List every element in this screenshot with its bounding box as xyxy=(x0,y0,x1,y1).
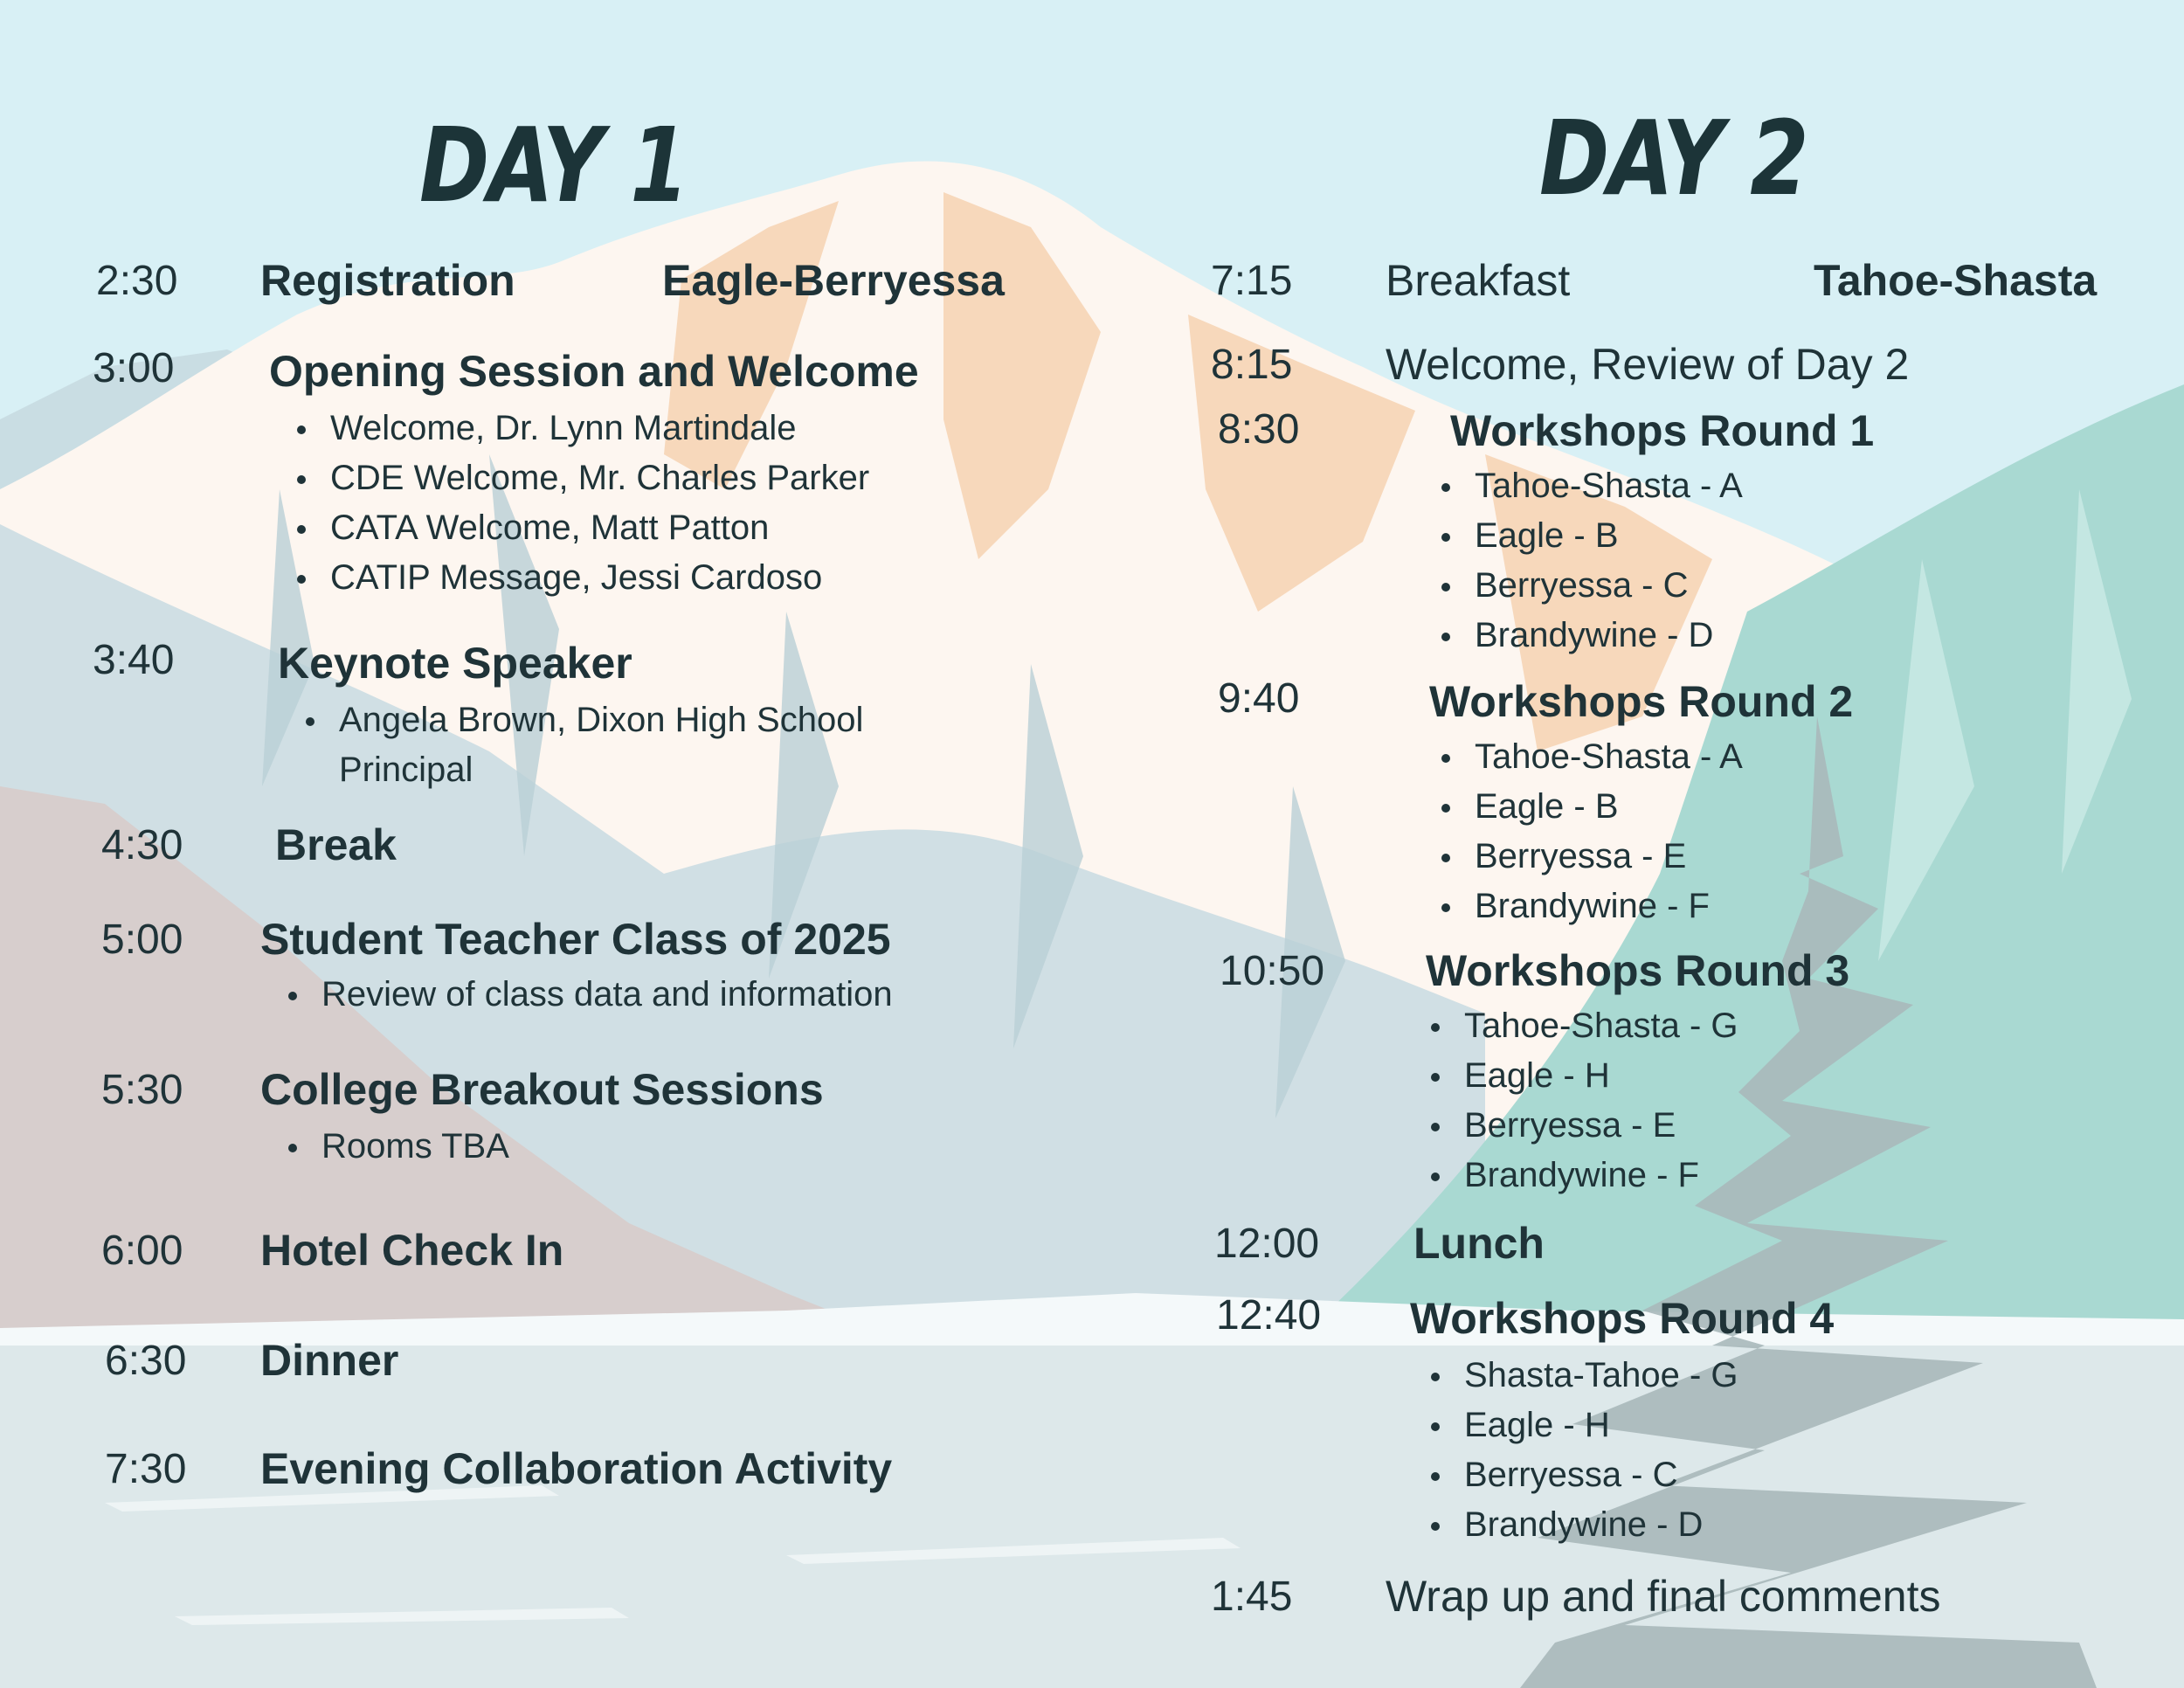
round1-list xyxy=(1434,461,1743,661)
lunch-time: 12:00 xyxy=(1214,1221,1320,1267)
round4-title: Workshops Round 4 xyxy=(1410,1294,1835,1343)
opening-list xyxy=(290,404,869,603)
list-item: Brandywine - F xyxy=(1434,882,1743,931)
list-item: Brandywine - F xyxy=(1424,1151,1738,1200)
student-title: Student Teacher Class of 2025 xyxy=(260,915,891,964)
hotel-title: Hotel Check In xyxy=(260,1226,564,1275)
list-item: Berryessa - E xyxy=(1424,1101,1738,1151)
round3-time: 10:50 xyxy=(1220,948,1325,994)
round3-title: Workshops Round 3 xyxy=(1426,946,1850,995)
round3-list xyxy=(1424,1001,1738,1200)
list-item: Brandywine - D xyxy=(1434,611,1743,661)
breakfast-title: Breakfast xyxy=(1386,256,1571,305)
list-item: Angela Brown, Dixon High School Principal xyxy=(299,695,950,795)
round1-title: Workshops Round 1 xyxy=(1450,406,1875,455)
round4-time: 12:40 xyxy=(1216,1292,1322,1339)
wrap-time: 1:45 xyxy=(1211,1574,1293,1620)
list-item: Berryessa - C xyxy=(1434,561,1743,611)
evening-time: 7:30 xyxy=(105,1446,187,1492)
day2-title: DAY 2 xyxy=(1539,98,1807,218)
break-time: 4:30 xyxy=(101,822,183,868)
lunch-title: Lunch xyxy=(1413,1219,1545,1268)
registration-title: Registration xyxy=(260,256,515,305)
wrap-title: Wrap up and final comments xyxy=(1386,1572,1941,1621)
keynote-title: Keynote Speaker xyxy=(278,639,632,688)
list-item: CATIP Message, Jessi Cardoso xyxy=(290,553,869,603)
list-item: Tahoe-Shasta - A xyxy=(1434,461,1743,511)
keynote-list xyxy=(299,695,950,795)
list-item: Shasta-Tahoe - G xyxy=(1424,1351,1738,1401)
registration-location: Eagle-Berryessa xyxy=(662,256,1005,305)
evening-title: Evening Collaboration Activity xyxy=(260,1444,893,1493)
list-item: Welcome, Dr. Lynn Martindale xyxy=(290,404,869,453)
list-item: Berryessa - E xyxy=(1434,832,1743,882)
list-item: Tahoe-Shasta - A xyxy=(1434,732,1743,782)
registration-time: 2:30 xyxy=(96,258,178,304)
list-item: Berryessa - C xyxy=(1424,1450,1738,1500)
student-time: 5:00 xyxy=(101,917,183,963)
opening-title: Opening Session and Welcome xyxy=(269,347,919,396)
day1-title: DAY 1 xyxy=(419,105,688,225)
list-item: CDE Welcome, Mr. Charles Parker xyxy=(290,453,869,503)
list-item: Rooms TBA xyxy=(281,1122,509,1172)
list-item: Eagle - H xyxy=(1424,1051,1738,1101)
round2-time: 9:40 xyxy=(1218,675,1300,722)
break-title: Break xyxy=(275,820,397,869)
college-list xyxy=(281,1122,509,1172)
round2-title: Workshops Round 2 xyxy=(1429,677,1854,726)
dinner-title: Dinner xyxy=(260,1336,399,1385)
welcome-title: Welcome, Review of Day 2 xyxy=(1386,340,1910,389)
dinner-time: 6:30 xyxy=(105,1338,187,1384)
breakfast-location: Tahoe-Shasta xyxy=(1814,256,2098,305)
opening-time: 3:00 xyxy=(93,345,175,391)
hotel-time: 6:00 xyxy=(101,1228,183,1274)
college-title: College Breakout Sessions xyxy=(260,1065,824,1114)
list-item: CATA Welcome, Matt Patton xyxy=(290,503,869,553)
list-item: Review of class data and information xyxy=(281,970,893,1020)
breakfast-time: 7:15 xyxy=(1211,258,1293,304)
welcome-time: 8:15 xyxy=(1211,342,1293,388)
list-item: Eagle - H xyxy=(1424,1401,1738,1450)
keynote-time: 3:40 xyxy=(93,637,175,683)
list-item: Eagle - B xyxy=(1434,782,1743,832)
college-time: 5:30 xyxy=(101,1067,183,1113)
round4-list xyxy=(1424,1351,1738,1550)
list-item: Tahoe-Shasta - G xyxy=(1424,1001,1738,1051)
round2-list xyxy=(1434,732,1743,931)
list-item: Brandywine - D xyxy=(1424,1500,1738,1550)
student-list xyxy=(281,970,893,1020)
round1-time: 8:30 xyxy=(1218,406,1300,453)
list-item: Eagle - B xyxy=(1434,511,1743,561)
